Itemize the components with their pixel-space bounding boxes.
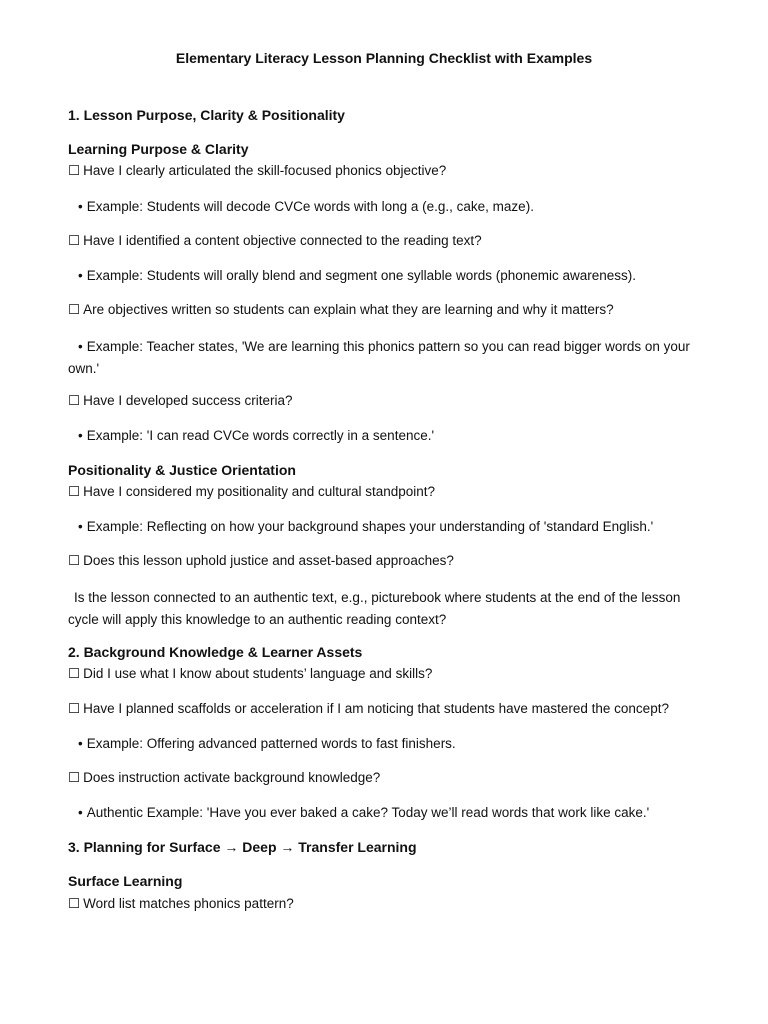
- checklist-item[interactable]: [68, 666, 432, 682]
- example-item: [78, 519, 653, 534]
- example-item: [78, 736, 456, 751]
- section-1-heading: 1. Lesson Purpose, Clarity & Positionality: [68, 107, 345, 123]
- checklist-item[interactable]: [68, 896, 294, 912]
- checklist-item[interactable]: [68, 701, 669, 717]
- checklist-item[interactable]: [68, 163, 446, 179]
- bullet-icon: •: [78, 736, 83, 751]
- bullet-icon: •: [78, 339, 83, 354]
- checkbox-icon[interactable]: ☐: [68, 666, 81, 681]
- checkbox-icon[interactable]: ☐: [68, 484, 81, 499]
- checklist-item-text: Word list matches phonics pattern?: [83, 896, 294, 911]
- subheading-positionality: Positionality & Justice Orientation: [68, 462, 296, 478]
- subheading-learning-purpose: Learning Purpose & Clarity: [68, 141, 249, 157]
- bullet-icon: •: [78, 428, 83, 443]
- checkbox-icon[interactable]: ☐: [68, 163, 81, 178]
- example-item: [68, 336, 708, 380]
- checklist-item-text: Did I use what I know about students’ language and skills?: [83, 666, 433, 681]
- paragraph-authentic-text: Is the lesson connected to an authentic text, e.g., picturebook where students at the end of the lesson cycle will apply this knowledge to an authentic reading context?: [68, 590, 681, 627]
- section-2-heading: 2. Background Knowledge & Learner Assets: [68, 644, 363, 660]
- checkbox-icon[interactable]: ☐: [68, 896, 81, 911]
- checkbox-icon[interactable]: ☐: [68, 553, 81, 568]
- checklist-item[interactable]: [68, 302, 614, 318]
- checklist-item[interactable]: [68, 553, 454, 569]
- checklist-item-text: Does instruction activate background knowledge?: [83, 770, 381, 785]
- checklist-item-text: Have I developed success criteria?: [83, 393, 293, 408]
- checklist-item[interactable]: [68, 233, 482, 249]
- bullet-icon: •: [78, 268, 83, 283]
- example-item: [78, 199, 534, 214]
- bullet-icon: •: [78, 805, 83, 820]
- checklist-item-text: Have I considered my positionality and cultural standpoint?: [83, 484, 436, 499]
- checklist-item-text: Does this lesson uphold justice and asset-based approaches?: [83, 553, 454, 568]
- bullet-icon: •: [78, 519, 83, 534]
- bullet-icon: •: [78, 199, 83, 214]
- example-text: Example: Offering advanced patterned words to fast finishers.: [86, 736, 456, 751]
- checklist-item[interactable]: [68, 393, 292, 409]
- checklist-item-text: Have I clearly articulated the skill-focused phonics objective?: [83, 163, 447, 178]
- example-item: [78, 268, 636, 283]
- section-3-heading: 3. Planning for Surface → Deep → Transfer Learning: [68, 839, 417, 855]
- checkbox-icon[interactable]: ☐: [68, 393, 81, 408]
- example-item: [78, 428, 434, 443]
- example-item: [78, 805, 649, 820]
- example-text: Example: Students will orally blend and segment one syllable words (phonemic awareness).: [86, 268, 637, 283]
- checkbox-icon[interactable]: ☐: [68, 701, 81, 716]
- example-text: Example: Reflecting on how your background shapes your understanding of 'standard English.': [86, 519, 654, 534]
- example-text: Example: Teacher states, 'We are learning this phonics pattern so you can read bigger words on your own.': [68, 339, 690, 376]
- example-text: Example: Students will decode CVCe words with long a (e.g., cake, maze).: [86, 199, 534, 214]
- checkbox-icon[interactable]: ☐: [68, 302, 81, 317]
- checklist-item[interactable]: [68, 484, 435, 500]
- checklist-item-text: Have I identified a content objective connected to the reading text?: [83, 233, 482, 248]
- checkbox-icon[interactable]: ☐: [68, 770, 81, 785]
- checklist-item-text: Are objectives written so students can explain what they are learning and why it matters?: [83, 302, 614, 317]
- subheading-surface-learning: Surface Learning: [68, 873, 183, 889]
- example-text: Example: 'I can read CVCe words correctly in a sentence.': [86, 428, 435, 443]
- example-text: Authentic Example: 'Have you ever baked a cake? Today we’ll read words that work like cake.': [86, 805, 650, 820]
- checklist-item-text: Have I planned scaffolds or acceleration if I am noticing that students have mastered the concept?: [83, 701, 669, 716]
- checkbox-icon[interactable]: ☐: [68, 233, 81, 248]
- checklist-item[interactable]: [68, 770, 380, 786]
- document-title: Elementary Literacy Lesson Planning Checklist with Examples: [175, 50, 593, 66]
